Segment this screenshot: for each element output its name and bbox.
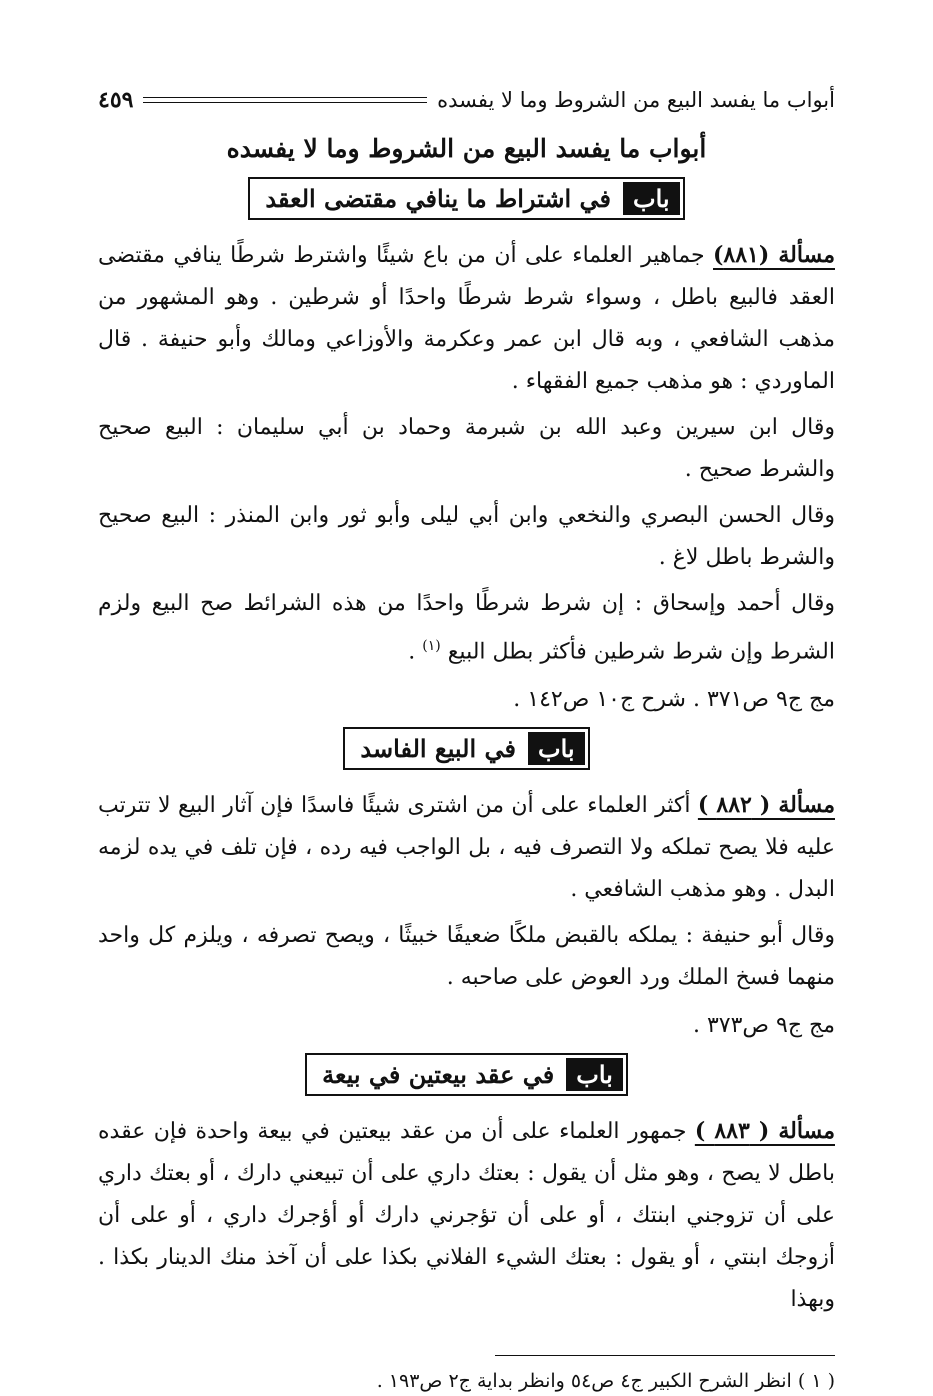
chapter-title: في عقد بيعتين في بيعة — [322, 1060, 555, 1090]
paragraph-text: وقال أحمد وإسحاق : إن شرط شرطًا واحدًا من هذه الشرائط صح البيع ولزم الشرط وإن شرط شرطين فأكثر بطل البيع — [98, 591, 835, 665]
chapter-frame — [305, 1053, 628, 1096]
page-number: ٤٥٩ — [98, 87, 134, 113]
running-title: أبواب ما يفسد البيع من الشروط وما لا يفسده — [437, 88, 835, 112]
reference-line: مج ج٩ ص٣٧٣ . — [692, 1013, 835, 1039]
chapter-heading — [98, 177, 835, 220]
footnote: ( ١ ) انظر الشرح الكبير ج٤ ص٥٤ وانظر بداية ج٢ ص١٩٣ . — [376, 1370, 835, 1393]
paragraph-text: أكثر العلماء على أن من اشترى شيئًا فاسدًا فإن آثار البيع لا تترتب عليه فلا يصح تملكه ولا التصرف فيه ، بل الواجب فيه رده ، فإن تلف في يده لزمه البدل . وهو مذهب الشافعي . — [98, 793, 835, 903]
chapter-frame — [248, 177, 684, 220]
chapter-title: في البيع الفاسد — [360, 734, 516, 764]
sentence-end: . — [408, 639, 423, 665]
chapter-heading — [98, 727, 835, 770]
paragraph: وقال ابن سيرين وعبد الله بن شبرمة وحماد بن أبي سليمان : البيع صحيح والشرط صحيح . — [98, 415, 835, 482]
paragraph-text: جمهور العلماء على أن من عقد بيعتين في بيعة واحدة فإن عقده باطل لا يصح ، وهو مثل أن يقول : بعتك داري على أن تبيعني دارك ، أو بعتك داري على أن تزوجني ابنتك ، أو على أن تؤجرني دارك أو أؤجرك داري ، أو على أن أزوجك ابنتي ، أو يقول : بعتك الشيء الفلاني بكذا على أن آخذ منك الدينار بكذا . وبهذا — [98, 1119, 835, 1313]
bab-label: باب — [623, 182, 680, 215]
bab-label: باب — [528, 732, 585, 765]
running-header — [98, 78, 835, 122]
masala-label: مسألة ( ٨٨٢ ) — [697, 792, 835, 819]
masala-paragraph — [98, 234, 835, 403]
masala-paragraph — [98, 1110, 835, 1321]
paragraph — [98, 583, 835, 673]
bab-label: باب — [566, 1058, 623, 1091]
section-title: أبواب ما يفسد البيع من الشروط وما لا يفسده — [226, 134, 707, 163]
footnote-divider — [495, 1355, 835, 1356]
header-rule — [143, 97, 427, 103]
masala-label: مسألة (٨٨١) — [713, 242, 835, 268]
masala-paragraph — [98, 784, 835, 911]
masala-label: مسألة ( ٨٨٣ ) — [694, 1118, 835, 1145]
chapter-title: في اشتراط ما ينافي مقتضى العقد — [265, 184, 612, 213]
chapter-heading — [98, 1053, 835, 1096]
chapter-frame — [343, 727, 589, 770]
paragraph-text: جماهير العلماء على أن من باع شيئًا واشترط شرطًا ينافي مقتضى العقد فالبيع باطل ، وسواء شرط شرطًا واحدًا أو شرطين . وهو المشهور من مذهب الشافعي ، وبه قال ابن عمر وعكرمة والأوزاعي ومالك وأبو حنيفة . قال الماوردي : هو مذهب جميع الفقهاء . — [98, 243, 835, 394]
paragraph: وقال أبو حنيفة : يملكه بالقبض ملكًا ضعيفًا خبيثًا ، ويصح تصرفه ، ويلزم كل واحد منهما فسخ الملك ورد العوض على صاحبه . — [98, 923, 835, 991]
footnote-marker: (١) — [422, 638, 441, 654]
reference-line: مج ج٩ ص٣٧١ . شرح ج١٠ ص١٤٢ . — [513, 687, 835, 713]
paragraph: وقال الحسن البصري والنخعي وابن أبي ليلى وأبو ثور وابن المنذر : البيع صحيح والشرط باطل لاغ . — [98, 503, 835, 570]
